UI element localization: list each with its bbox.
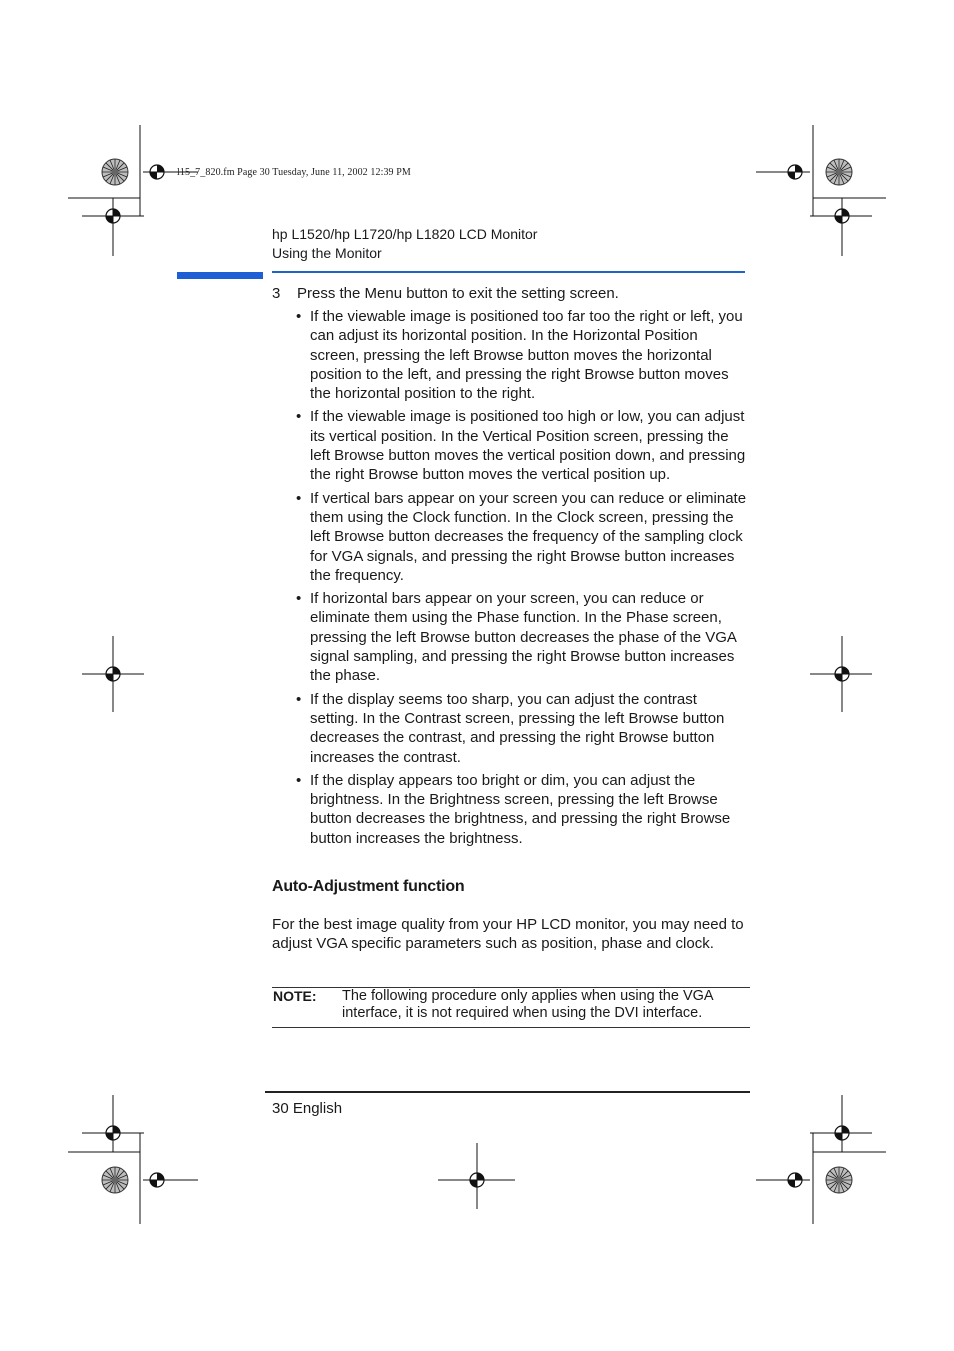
list-item-text: If the viewable image is positioned too high or low, you can adjust its vertical position. In the Vertical Position screen, pressing the left Browse button moves the vertical position down, and pressing the right Browse button moves the vertical position up.	[310, 408, 746, 484]
header-rule	[272, 271, 745, 273]
note-bottom-rule	[272, 1027, 750, 1028]
step-text: Press the Menu button to exit the setting screen.	[297, 285, 619, 302]
step-number: 3	[272, 285, 281, 302]
header-tab-marker	[177, 272, 263, 279]
bullet-icon: •	[296, 408, 302, 426]
list-item-text: If horizontal bars appear on your screen, you can reduce or eliminate them using the Phase function. In the Phase screen, pressing the left Browse button decreases the phase of the VGA signal sampling, and pressing the right Browse button increases the phase.	[310, 590, 737, 685]
list-item	[296, 690, 748, 767]
list-item-text: If the display seems too sharp, you can adjust the contrast setting. In the Contrast screen, pressing the left Browse button decreases the contrast, and pressing the right Browse button increases the contrast.	[310, 690, 725, 766]
adjustment-bullet-list	[296, 307, 748, 852]
list-item	[296, 589, 748, 685]
section-heading: Auto-Adjustment function	[272, 878, 465, 895]
list-item-text: If the viewable image is positioned too far too the right or left, you can adjust its horizontal position. In the Horizontal Position screen, pressing the left Browse button moves the horizontal position to the left, and pressing the right Browse button moves the horizontal position to the right.	[310, 308, 743, 403]
list-item	[296, 307, 748, 403]
bullet-icon: •	[296, 690, 302, 708]
bullet-icon: •	[296, 771, 302, 789]
footer-rule	[265, 1091, 750, 1093]
header-product-title: hp L1520/hp L1720/hp L1820 LCD Monitor	[272, 226, 538, 242]
list-item	[296, 407, 748, 484]
list-item	[296, 771, 748, 848]
print-slug: l15_7_820.fm Page 30 Tuesday, June 11, 2002 12:39 PM	[177, 167, 411, 178]
list-item-text: If vertical bars appear on your screen you can reduce or eliminate them using the Clock function. In the Clock screen, pressing the left Browse button decreases the frequency of the sampling clock for VGA signals, and pressing the right Browse button increases the frequency.	[310, 489, 747, 584]
list-item-text: If the display appears too bright or dim, you can adjust the brightness. In the Brightness screen, pressing the left Browse button decreases the brightness, and pressing the right Browse button increases the brightness.	[310, 771, 731, 847]
bullet-icon: •	[296, 489, 302, 507]
list-item	[296, 489, 748, 585]
note-text: The following procedure only applies when using the VGA interface, it is not required when using the DVI interface.	[342, 988, 713, 1021]
page-footer: 30 English	[272, 1100, 343, 1117]
section-paragraph: For the best image quality from your HP LCD monitor, you may need to adjust VGA specific parameters such as position, phase and clock.	[272, 916, 744, 953]
bullet-icon: •	[296, 590, 302, 608]
header-chapter-title: Using the Monitor	[272, 245, 382, 261]
bullet-icon: •	[296, 308, 302, 325]
note-label: NOTE:	[273, 988, 317, 1004]
